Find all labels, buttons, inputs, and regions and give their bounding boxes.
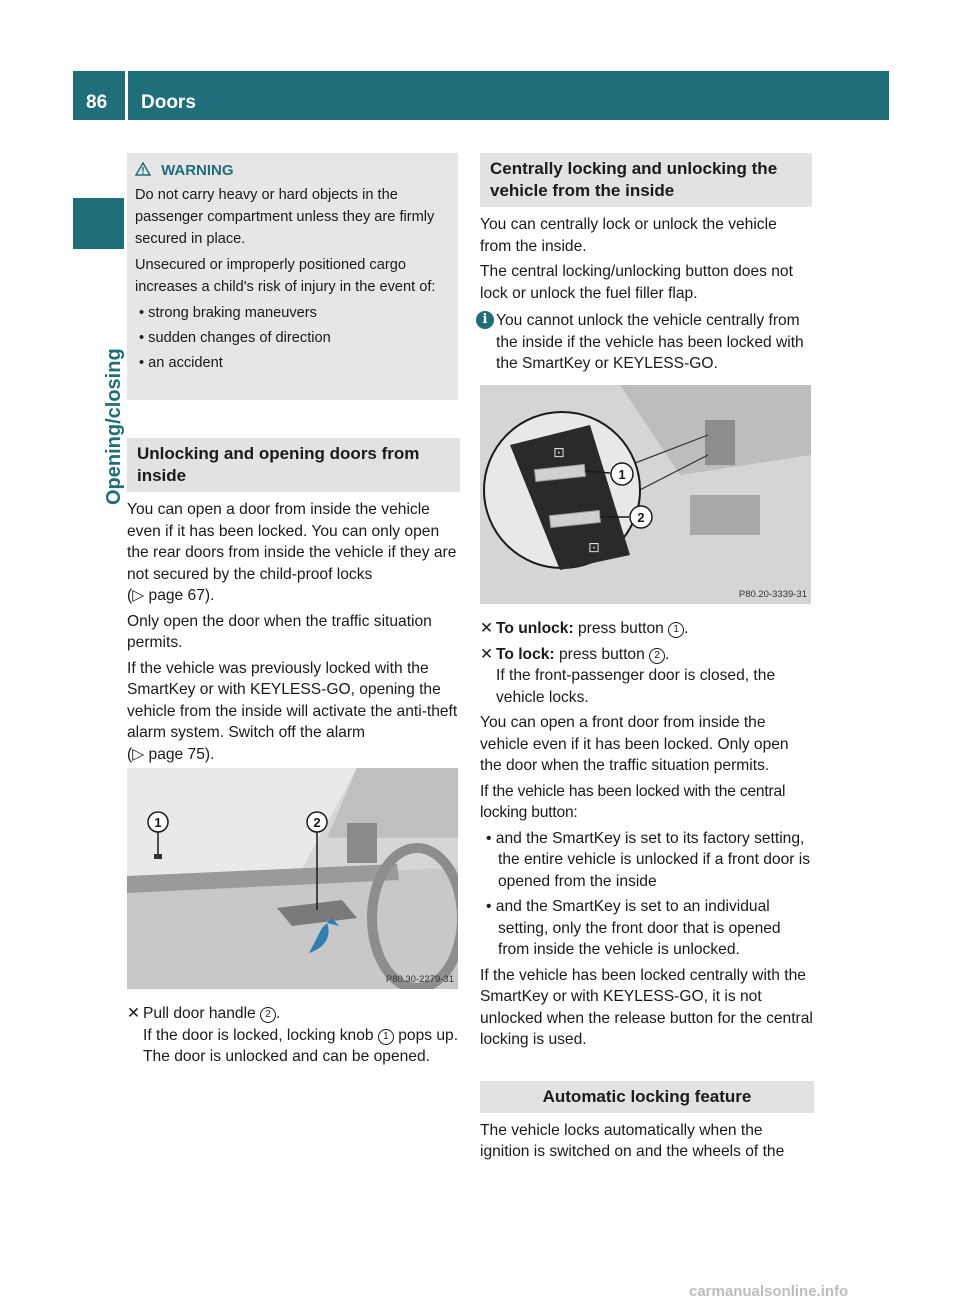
right-paragraph-6: The vehicle locks automatically when the ignition is switched on and the wheels of the [480,1121,785,1160]
central-locking-illustration [480,385,811,604]
warning-text-1: Do not carry heavy or hard objects in the passenger compartment unless they are firmly secured in place. [135,187,435,247]
page-title: Doors [141,92,196,113]
section-heading-auto-locking: Automatic locking feature [480,1081,814,1113]
door-interior-illustration [127,768,458,989]
section-heading-central-locking: Centrally locking and unlocking the vehicle from the inside [480,153,812,207]
right-column-continued [480,618,814,1167]
warning-bullet: • strong braking maneuvers [139,305,317,321]
callout-1-icon: 1 [378,1029,394,1045]
figure-code: P80.30-2279-31 [385,974,454,985]
warning-bullet: • an accident [139,355,223,371]
warning-header [135,160,450,182]
svg-text:1: 1 [154,815,162,830]
warning-bullet: • sudden changes of direction [139,330,331,346]
right-paragraph-5: If the vehicle has been locked centrally with the SmartKey or with KEYLESS-GO, it is not unlocked when the release button for the central locking is used. [480,966,813,1048]
step-marker-icon: ✕ [480,645,494,663]
step-pull-handle: ✕ Pull door handle 2 . If the door is locked, locking knob 1 pops up. The door is unlocked and can be opened. [127,1005,459,1065]
page-number: 86 [86,92,108,113]
step-marker-icon: ✕ [127,1005,141,1022]
svg-text:1: 1 [618,467,626,482]
left-paragraph-3: If the vehicle was previously locked with the SmartKey or with KEYLESS-GO, opening the vehicle from the inside will activate the anti-theft alarm system. Switch off the alarm (▷ page 75). [127,659,458,763]
figure-code: P80.20-3339-31 [738,589,807,600]
callout-2-icon: 2 [260,1007,276,1023]
right-bullet: • and the SmartKey is set to an individual setting, only the front door that is opened from inside the vehicle is unlocked. [486,898,781,958]
side-tab-marker [73,198,124,249]
svg-text:2: 2 [313,815,321,830]
footer-watermark: carmanualsonline.info [689,1283,849,1300]
step-unlock: ✕ To unlock: press button 1 . [480,618,814,640]
info-text: You cannot unlock the vehicle centrally from the inside if the vehicle has been locked with the SmartKey or KEYLESS-GO. [496,312,804,372]
info-note [480,310,812,375]
right-bullet: • and the SmartKey is set to its factory setting, the entire vehicle is unlocked if a front door is opened from the inside [486,829,811,890]
warning-text-2: Unsecured or improperly positioned cargo increases a child's risk of injury in the event of: [135,257,436,295]
callout-2-icon: 2 [649,648,665,664]
right-paragraph-3: You can open a front door from inside the vehicle even if it has been locked. Only open the door when the traffic situation permits. [480,714,789,774]
step-lock: ✕ To lock: press button 2 . If the front-passenger door is closed, the vehicle locks. [480,645,776,706]
central-locking-figure [480,385,811,604]
info-icon: i [476,311,494,329]
door-handle-figure [127,768,458,989]
warning-triangle-icon [135,162,151,176]
callout-1-icon: 1 [668,622,684,638]
right-column [480,153,812,375]
right-paragraph-4: If the vehicle has been locked with the central locking button: [480,782,786,821]
warning-title: WARNING [161,162,234,179]
side-tab-label: Opening/closing [103,348,125,505]
svg-text:⊡: ⊡ [553,445,565,461]
left-step [127,1003,460,1068]
left-paragraph-1: You can open a door from inside the vehicle even if it has been locked. You can only open the rear doors from inside the vehicle if they are not secured by the child-proof locks (▷ page 67). [127,501,457,604]
left-column [127,438,460,769]
right-paragraph-2: The central locking/unlocking button does not lock or unlock the fuel filler flap. [480,263,793,302]
warning-box [127,153,458,400]
header-divider [125,71,128,120]
step-marker-icon: ✕ [480,620,494,637]
section-heading-unlocking: Unlocking and opening doors from inside [127,438,460,492]
svg-text:2: 2 [637,510,645,525]
svg-text:⊡: ⊡ [588,540,600,556]
right-paragraph-1: You can centrally lock or unlock the vehicle from the inside. [480,216,777,255]
left-paragraph-2: Only open the door when the traffic situation permits. [127,612,432,651]
